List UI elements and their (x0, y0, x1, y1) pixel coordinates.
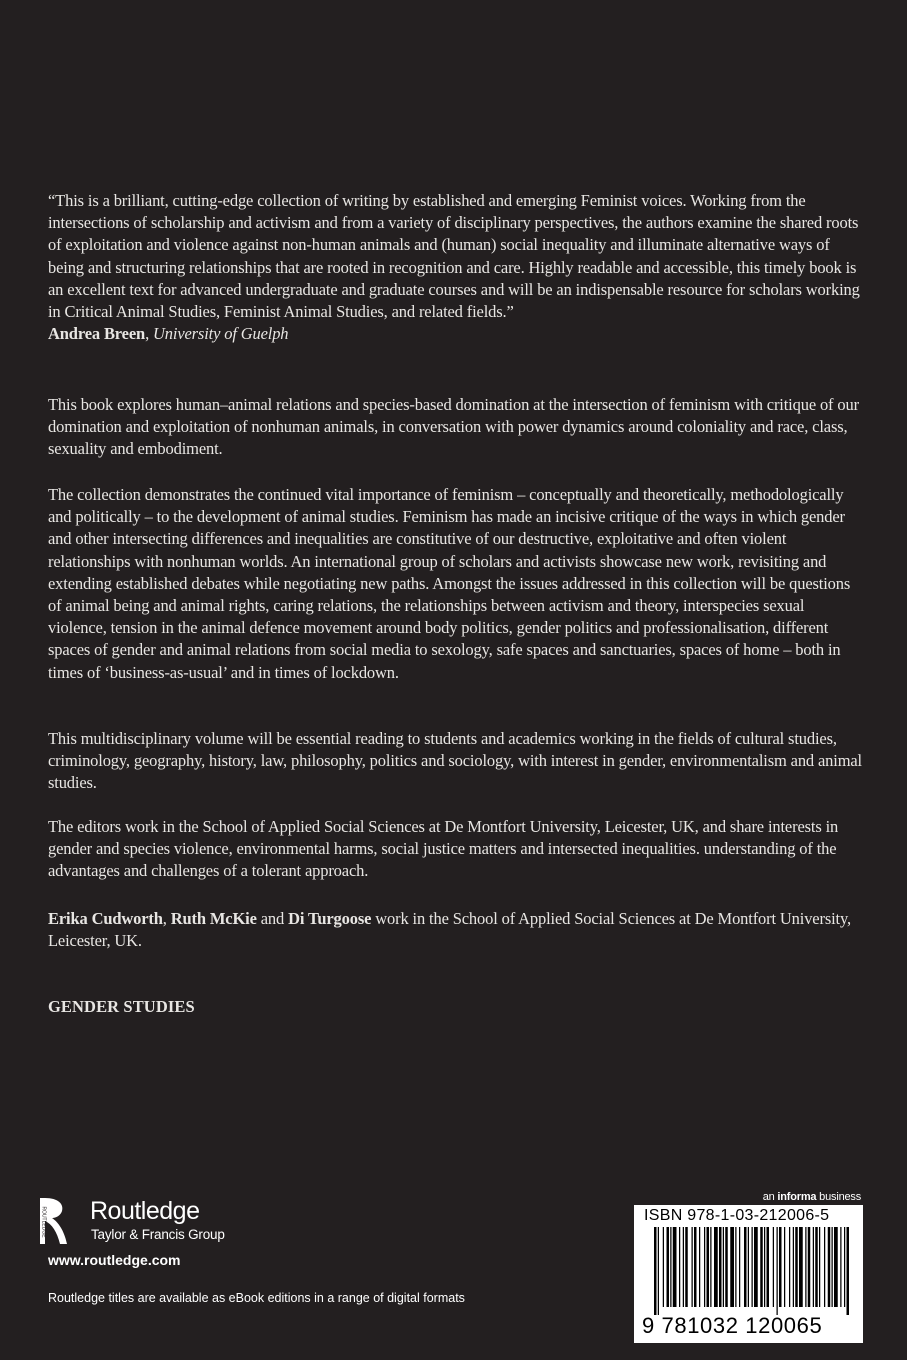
barcode-bar (725, 1227, 728, 1307)
description-paragraph (48, 484, 862, 684)
barcode-bar (663, 1227, 664, 1307)
barcode-bar (760, 1227, 763, 1307)
informa-business-label (763, 1191, 861, 1203)
barcode-bar (714, 1227, 718, 1307)
description-text-2: The collection demonstrates the continued vital importance of feminism – conceptually and theoretically, methodologically and politically – to the development of animal studies. Feminism has made an incisive critique of the ways in which gender and other intersecting differences and inequalities are constitutive of our destructive, exploitative and often violent relationships with nonhuman worlds. An international group of scholars and activists showcase new work, revisiting and extending established debates while negotiating new paths. Amongst the issues addressed in this collection will be questions of animal being and animal rights, caring relations, the relationships between activism and theory, interspecies sexual violence, tension in the animal defence movement around body politics, gender politics and professionalisation, different spaces of gender and animal relations from social media to sexology, safe spaces and sanctuaries, spaces of home – both in times of ‘business-as-usual’ and in times of lockdown. (48, 485, 851, 682)
endorser-separator: , (145, 324, 154, 344)
barcode-bar (795, 1227, 798, 1307)
barcode-bar (699, 1227, 700, 1307)
barcode-bar (832, 1227, 833, 1307)
barcode-bar (789, 1227, 790, 1307)
barcode-bar (683, 1227, 684, 1307)
endorser-affiliation: University of Guelph (153, 324, 289, 344)
description-text-1: This book explores human–animal relations and species-based domination at the intersection of feminism with critique of our domination and exploitation of nonhuman animals, in conversation with power dynamics around coloniality and race, class, sexuality and embodiment. (48, 395, 859, 459)
barcode-bar (754, 1227, 758, 1307)
isbn-barcode (634, 1205, 863, 1343)
barcode-bar (710, 1227, 711, 1307)
author-separator: and (256, 909, 289, 928)
barcode-bar (805, 1227, 806, 1307)
informa-suffix: business (816, 1191, 861, 1203)
barcode-bar (779, 1227, 782, 1307)
publisher-url: www.routledge.com (48, 1252, 181, 1268)
barcode-bar (773, 1227, 774, 1307)
subject-category: GENDER STUDIES (48, 997, 195, 1016)
ebook-note: Routledge titles are available as eBook editions in a range of digital formats (48, 1291, 465, 1305)
barcode-bar (673, 1227, 677, 1307)
barcode-bar (764, 1227, 765, 1307)
informa-brand: informa (777, 1191, 817, 1203)
logo-letters: ROUTLEDGE (40, 1206, 47, 1238)
barcode-bar (692, 1227, 693, 1307)
barcode-bar (735, 1227, 736, 1307)
barcode-bar (819, 1227, 820, 1307)
author-bio-text: work in the School of Applied Social Sciences at De Montfort University, Leicester, UK. (48, 909, 851, 951)
description-text-4: The editors work in the School of Applied Social Sciences at De Montfort University, Leicester, UK, and share interests in gender and species violence, environmental harms, social justice matters and intersected inequalities. understanding of the advantages and challenges of a tolerant approach. (48, 817, 839, 881)
barcode-bar (654, 1227, 657, 1315)
description-paragraph (48, 728, 862, 795)
barcode-bar (723, 1227, 724, 1307)
barcode-digits: 9 781032 120065 (642, 1313, 823, 1338)
barcode-bars (640, 1227, 858, 1315)
barcode-bar (815, 1227, 818, 1307)
barcode-bar (667, 1227, 670, 1307)
author-bio (48, 908, 862, 952)
author-separator: , (162, 909, 171, 928)
barcode-bar (834, 1227, 838, 1307)
barcode-bar (748, 1227, 749, 1307)
barcode-bar (670, 1227, 671, 1307)
endorsement-quote (48, 190, 862, 345)
barcode-bar (799, 1227, 803, 1307)
barcode-bar (694, 1227, 697, 1307)
barcode-bar (844, 1227, 845, 1307)
barcode-bar (793, 1227, 794, 1307)
barcode-bar (847, 1227, 850, 1315)
isbn-text: ISBN 978-1-03-212006-5 (644, 1207, 830, 1224)
author-name: Erika Cudworth (48, 909, 163, 928)
barcode-bar (704, 1227, 705, 1307)
publisher-group: Taylor & Francis Group (91, 1227, 225, 1242)
barcode-bar (685, 1227, 688, 1307)
barcode-bar (752, 1227, 753, 1307)
quote-text: “This is a brilliant, cutting-edge collection of writing by established and emerging Feminist voices. Working from the intersections of scholarship and activism and from a variety of disciplinary perspectives, the authors examine the shared roots of exploitation and violence against non-human animals and (human) social inequality and illuminate alternative ways of being and structuring relationships that are rooted in recognition and care. Highly readable and accessible, this timely book is an excellent text for advanced undergraduate and graduate courses and will be an indispensable resource for scholars working in Critical Animal Studies, Feminist Animal Studies, and related fields.” (48, 191, 860, 322)
barcode-bar (824, 1227, 825, 1307)
barcode-bar (813, 1227, 814, 1307)
informa-prefix: an (762, 1191, 778, 1203)
description-paragraph (48, 816, 862, 883)
barcode-bar (744, 1227, 747, 1307)
author-name: Di Turgoose (288, 909, 372, 928)
publisher-name: Routledge (90, 1197, 200, 1225)
barcode-bar (828, 1227, 831, 1307)
barcode-bar (808, 1227, 811, 1307)
barcode-bar (719, 1227, 722, 1307)
barcode-bar (840, 1227, 841, 1307)
barcode-bar (730, 1227, 734, 1307)
description-paragraph (48, 394, 862, 461)
author-name: Ruth McKie (170, 909, 257, 928)
barcode-bar (739, 1227, 740, 1307)
barcode-bar (767, 1227, 770, 1307)
barcode-bar (679, 1227, 680, 1307)
barcode-bar (658, 1227, 659, 1315)
barcode-bar (707, 1227, 710, 1307)
barcode-bar (777, 1227, 778, 1315)
description-text-3: This multidisciplinary volume will be essential reading to students and academics working in the fields of cultural studies, criminology, geography, history, law, philosophy, politics and sociology, with interest in gender, environmentalism and animal studies. (48, 729, 862, 793)
barcode-bar (784, 1227, 785, 1307)
routledge-logo-icon (40, 1196, 70, 1248)
endorser-name: Andrea Breen (48, 324, 146, 344)
